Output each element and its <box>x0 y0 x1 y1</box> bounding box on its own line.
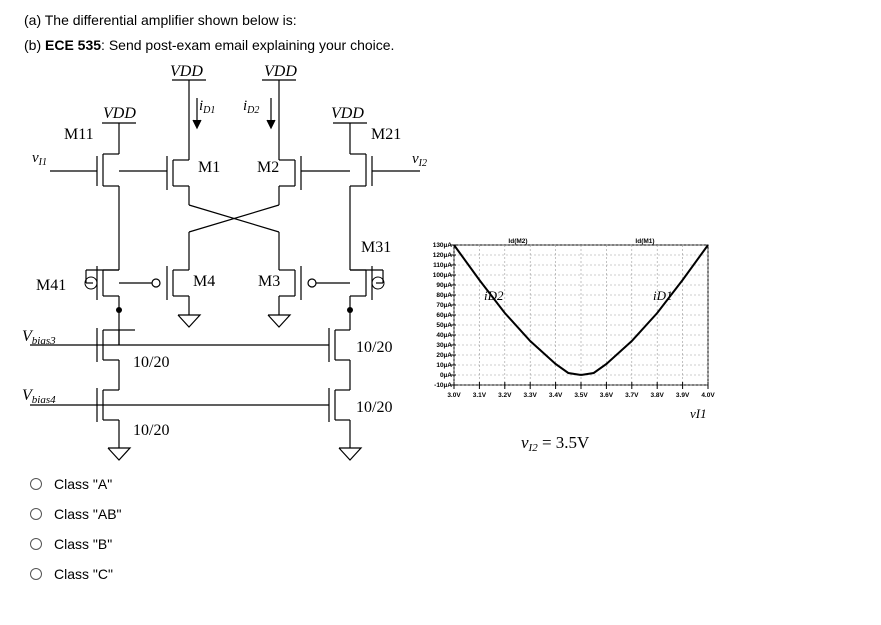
m3-label: M3 <box>258 273 281 290</box>
option-class-a[interactable] <box>30 474 112 494</box>
y-tick-label: 10µA <box>436 362 452 369</box>
node-dot-right <box>347 307 353 313</box>
radio-icon[interactable] <box>30 478 42 490</box>
x-tick-label: 3.7V <box>625 392 639 399</box>
series-name-m1: Id(M1) <box>635 238 655 245</box>
vdd-label-4: VDD <box>331 105 364 122</box>
y-tick-label: 100µA <box>432 272 452 279</box>
x-tick-label: 3.0V <box>447 392 461 399</box>
vbias3-label: Vbias3 <box>22 328 56 347</box>
m21-label: M21 <box>371 126 402 143</box>
vdd-label-1: VDD <box>170 63 203 80</box>
course-code: ECE 535 <box>45 37 102 53</box>
x-tick-label: 3.2V <box>498 392 512 399</box>
vi2-note: vI2 = 3.5V <box>521 433 590 454</box>
curve-label-id1: iD1 <box>653 288 673 303</box>
x-tick-label: 3.3V <box>523 392 537 399</box>
vi1-label: $v_{I1}$ <box>32 150 48 168</box>
x-tick-label: 3.9V <box>675 392 690 399</box>
series-name-m2: Id(M2) <box>508 238 528 245</box>
option-label: Class "C" <box>54 566 113 582</box>
y-tick-label: 60µA <box>436 312 452 319</box>
vi2-label: $v_{I2}$ <box>412 151 428 169</box>
size-label-4: 10/20 <box>133 422 170 439</box>
radio-icon[interactable] <box>30 538 42 550</box>
radio-icon[interactable] <box>30 568 42 580</box>
series-line-id-m1 <box>581 245 708 375</box>
y-tick-label: 50µA <box>436 322 452 329</box>
question-line-a: (a) The differential amplifier shown below is: <box>24 12 297 28</box>
m4-gate-bubble <box>152 279 160 287</box>
y-tick-label: 70µA <box>436 302 452 309</box>
y-tick-label: 30µA <box>436 342 452 349</box>
m3-gate-bubble <box>308 279 316 287</box>
size-label-3: 10/20 <box>356 399 393 416</box>
question-prefix: (b) <box>24 37 45 53</box>
y-tick-label: 20µA <box>436 352 452 359</box>
y-tick-label: 120µA <box>432 252 452 259</box>
m2-label: M2 <box>257 159 280 176</box>
x-tick-label: 3.5V <box>574 392 588 399</box>
m1-label: M1 <box>198 159 221 176</box>
y-tick-label: 110µA <box>433 262 452 269</box>
id2-label: $i_{D2}$ <box>243 98 260 116</box>
y-tick-label: 0µA <box>439 372 452 379</box>
id1-label: $i_{D1}$ <box>199 98 216 116</box>
series-line-id-m2 <box>454 245 581 375</box>
x-axis-label: vI1 <box>690 406 707 421</box>
y-tick-label: -10µA <box>434 382 452 389</box>
option-class-ab[interactable] <box>30 504 122 524</box>
m4-label: M4 <box>193 273 216 290</box>
y-tick-label: 130µA <box>432 242 452 249</box>
y-tick-label: 40µA <box>436 332 452 339</box>
y-tick-label: 90µA <box>436 282 452 289</box>
option-class-c[interactable] <box>30 564 113 584</box>
vdd-label-3: VDD <box>103 105 136 122</box>
x-tick-label: 3.6V <box>599 392 614 399</box>
chart-area <box>433 238 716 421</box>
option-class-b[interactable] <box>30 534 112 554</box>
x-tick-label: 3.4V <box>548 392 563 399</box>
x-tick-label: 3.8V <box>650 392 664 399</box>
size-label-2: 10/20 <box>356 339 393 356</box>
x-tick-label: 4.0V <box>701 392 715 399</box>
node-dot-left <box>116 307 122 313</box>
x-tick-label: 3.1V <box>472 392 487 399</box>
vdd-label-2: VDD <box>264 63 297 80</box>
option-label: Class "AB" <box>54 506 122 522</box>
option-label: Class "B" <box>54 536 113 552</box>
size-label-1: 10/20 <box>133 354 170 371</box>
curve-label-id2: iD2 <box>484 288 504 303</box>
radio-icon[interactable] <box>30 508 42 520</box>
question-rest: : Send post-exam email explaining your choice. <box>101 37 395 53</box>
m31-label: M31 <box>361 239 392 256</box>
option-label: Class "A" <box>54 476 113 492</box>
m11-label: M11 <box>64 126 94 143</box>
m41-label: M41 <box>36 277 67 294</box>
vbias4-label: Vbias4 <box>22 387 56 406</box>
y-tick-label: 80µA <box>436 292 452 299</box>
